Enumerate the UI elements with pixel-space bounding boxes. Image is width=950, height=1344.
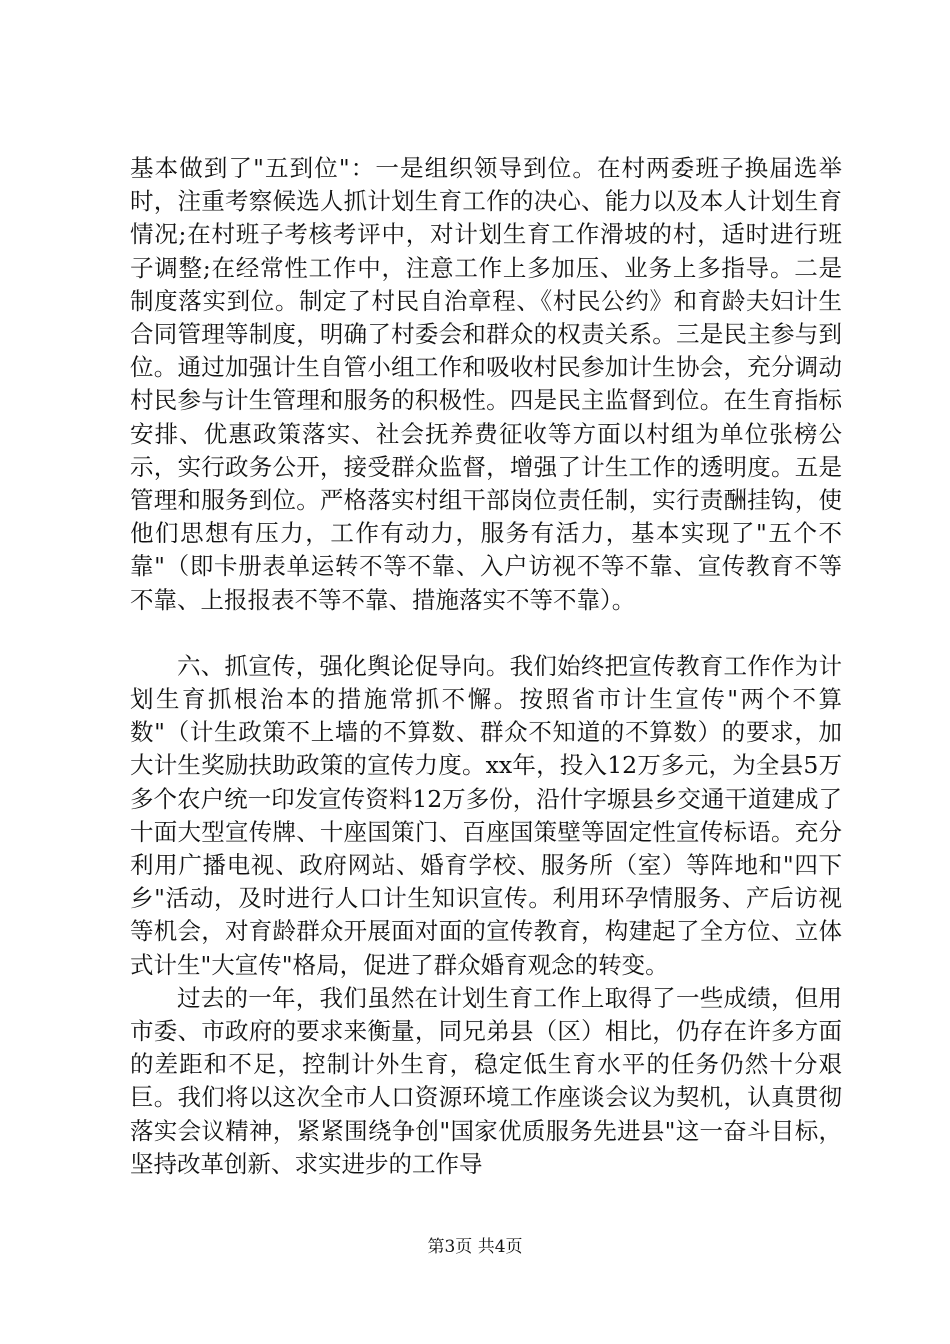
document-body <box>130 152 842 1181</box>
paragraph-past-year: 过去的一年，我们虽然在计划生育工作上取得了一些成绩，但用市委、市政府的要求来衡量，同兄弟县（区）相比，仍存在许多方面的差距和不足，控制计外生育，稳定低生育水平的任务仍然十分艰巨。我们将以这次全市人口资源环境工作座谈会议为契机，认真贯彻落实会议精神，紧紧围绕争创"国家优质服务先进县"这一奋斗目标，坚持改革创新、求实进步的工作导 <box>130 983 842 1178</box>
paragraph-publicity: 六、抓宣传，强化舆论促导向。我们始终把宣传教育工作作为计划生育抓根治本的措施常抓不懈。按照省市计生宣传"两个不算数"（计生政策不上墙的不算数、群众不知道的不算数）的要求，加大计生奖励扶助政策的宣传力度。xx年，投入12万多元，为全县5万多个农户统一印发宣传资料12万多份，沿什字塬县乡交通干道建成了十面大型宣传牌、十座国策门、百座国策壁等固定性宣传标语。充分利用广播电视、政府网站、婚育学校、服务所（室）等阵地和"四下乡"活动，及时进行人口计生知识宣传。利用环孕情服务、产后访视等机会，对育龄群众开展面对面的宣传教育，构建起了全方位、立体式计生"大宣传"格局，促进了群众婚育观念的转变。 <box>130 651 842 979</box>
page-number-footer: 第3页 共4页 <box>427 1237 523 1257</box>
paragraph-five-in-place: 基本做到了"五到位"：一是组织领导到位。在村两委班子换届选举时，注重考察候选人抓计划生育工作的决心、能力以及本人计划生育情况;在村班子考核考评中，对计划生育工作滑坡的村，适时进行班子调整;在经常性工作中，注意工作上多加压、业务上多指导。二是制度落实到位。制定了村民自治章程、《村民公约》和育龄夫妇计生合同管理等制度，明确了村委会和群众的权责关系。三是民主参与到位。通过加强计生自管小组工作和吸收村民参加计生协会，充分调动村民参与计生管理和服务的积极性。四是民主监督到位。在生育指标安排、优惠政策落实、社会抚养费征收等方面以村组为单位张榜公示，实行政务公开，接受群众监督，增强了计生工作的透明度。五是管理和服务到位。严格落实村组干部岗位责任制，实行责酬挂钩，使他们思想有压力，工作有动力，服务有活力，基本实现了"五个不靠"（即卡册表单运转不等不靠、入户访视不等不靠、宣传教育不等不靠、上报报表不等不靠、措施落实不等不靠）。 <box>130 154 842 614</box>
